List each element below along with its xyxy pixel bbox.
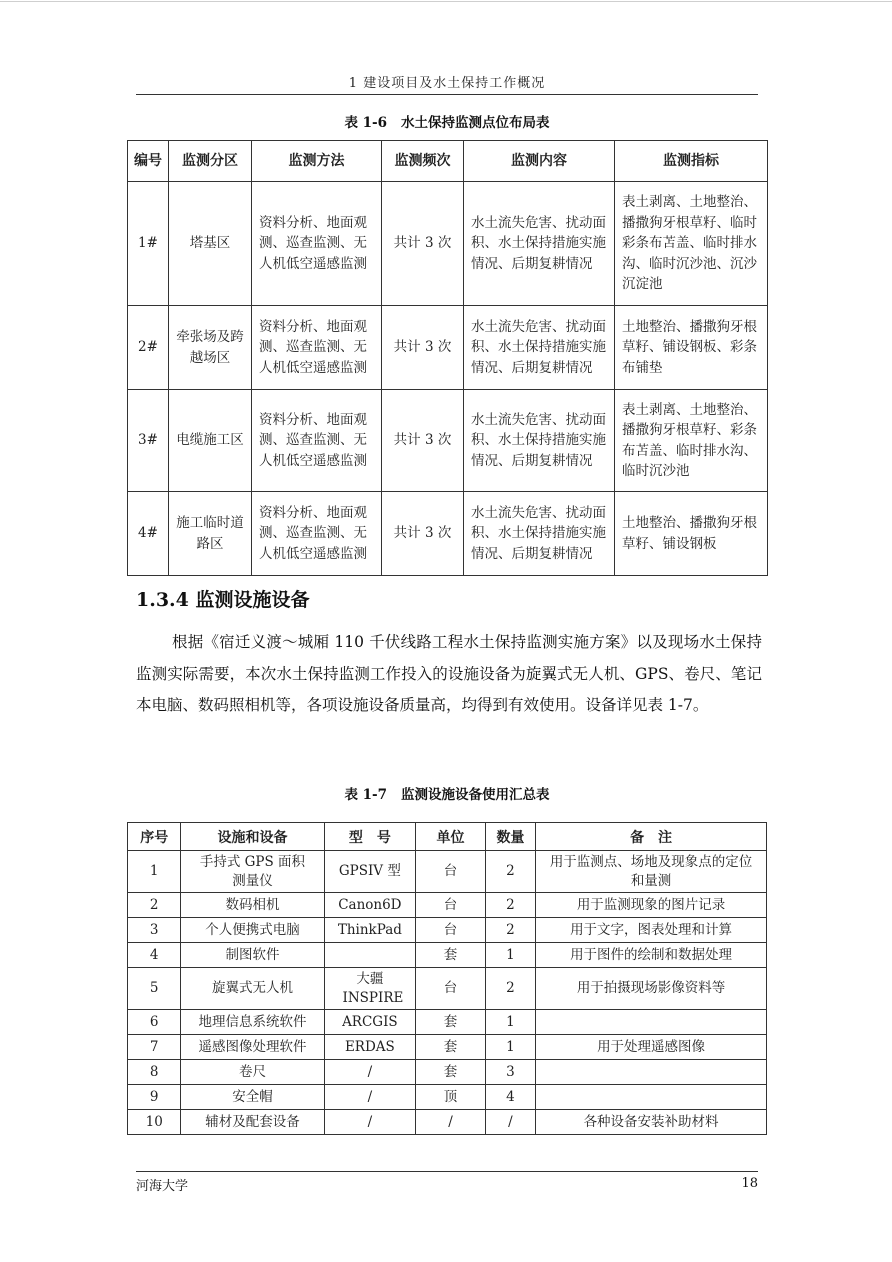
monitoring-content: 水土流失危害、扰动面积、水土保持措施实施情况、后期复耕情况 xyxy=(464,182,615,306)
monitoring-zone: 施工临时道路区 xyxy=(169,492,252,576)
table-row xyxy=(128,390,768,492)
point-id: 4# xyxy=(128,492,169,576)
table-1-6-title: 水土保持监测点位布局表 xyxy=(401,115,550,131)
table-1-7-title: 监测设施设备使用汇总表 xyxy=(401,787,550,803)
equipment-note: 用于文字，图表处理和计算 xyxy=(536,918,767,943)
equipment-note: 各种设备安装补助材料 xyxy=(536,1110,767,1135)
monitoring-method: 资料分析、地面观测、巡查监测、无人机低空遥感监测 xyxy=(252,306,382,390)
column-header: 型 号 xyxy=(324,823,416,851)
equipment-quantity: 2 xyxy=(485,918,535,943)
monitoring-frequency: 共计 3 次 xyxy=(382,182,464,306)
table-row xyxy=(128,918,767,943)
table-row xyxy=(128,968,767,1010)
monitoring-indicator: 土地整治、播撒狗牙根草籽、铺设钢板、彩条布铺垫 xyxy=(615,306,768,390)
equipment-unit: 套 xyxy=(416,1060,486,1085)
table-row xyxy=(128,1110,767,1135)
equipment-unit: 台 xyxy=(416,851,486,893)
equipment-note: 用于拍摄现场影像资料等 xyxy=(536,968,767,1010)
equipment-note xyxy=(536,1085,767,1110)
equipment-quantity: 4 xyxy=(485,1085,535,1110)
table-1-7-caption xyxy=(127,783,767,803)
table-row xyxy=(128,1035,767,1060)
table-row xyxy=(128,306,768,390)
table-1-6-number: 表 1-6 xyxy=(344,115,388,131)
equipment-name: 辅材及配套设备 xyxy=(181,1110,324,1135)
monitoring-points-table xyxy=(127,140,768,576)
table-row xyxy=(128,1060,767,1085)
equipment-quantity: 1 xyxy=(485,1010,535,1035)
table-row xyxy=(128,943,767,968)
equipment-note: 用于处理遥感图像 xyxy=(536,1035,767,1060)
equipment-note: 用于监测现象的图片记录 xyxy=(536,893,767,918)
equipment-name: 安全帽 xyxy=(181,1085,324,1110)
column-header: 监测内容 xyxy=(464,141,615,182)
column-header: 数量 xyxy=(485,823,535,851)
row-number: 6 xyxy=(128,1010,181,1035)
page-top-edge xyxy=(0,1,892,2)
column-header: 单位 xyxy=(416,823,486,851)
body-paragraph: 根据《宿迁义渡～城厢 110 千伏线路工程水土保持监测实施方案》以及现场水土保持监测实际需要，本次水土保持监测工作投入的设施设备为旋翼式无人机、GPS、卷尺、笔记本电脑、数码照相机等，各项设施设备质量高，均得到有效使用。设备详见表 1-7。 xyxy=(136,633,762,714)
column-header: 监测指标 xyxy=(615,141,768,182)
table-row xyxy=(128,893,767,918)
row-number: 2 xyxy=(128,893,181,918)
equipment-unit: 套 xyxy=(416,1010,486,1035)
monitoring-frequency: 共计 3 次 xyxy=(382,390,464,492)
table-row xyxy=(128,1085,767,1110)
equipment-name: 个人便携式电脑 xyxy=(181,918,324,943)
equipment-model: ARCGIS xyxy=(324,1010,416,1035)
equipment-model: Canon6D xyxy=(324,893,416,918)
table-1-7-number: 表 1-7 xyxy=(344,787,388,803)
monitoring-frequency: 共计 3 次 xyxy=(382,306,464,390)
page-number: 18 xyxy=(741,1176,758,1191)
equipment-unit: 台 xyxy=(416,968,486,1010)
monitoring-content: 水土流失危害、扰动面积、水土保持措施实施情况、后期复耕情况 xyxy=(464,390,615,492)
monitoring-zone: 塔基区 xyxy=(169,182,252,306)
row-number: 9 xyxy=(128,1085,181,1110)
monitoring-content: 水土流失危害、扰动面积、水土保持措施实施情况、后期复耕情况 xyxy=(464,492,615,576)
equipment-unit: 套 xyxy=(416,943,486,968)
equipment-unit: / xyxy=(416,1110,486,1135)
monitoring-indicator: 表土剥离、土地整治、播撒狗牙根草籽、彩条布苫盖、临时排水沟、临时沉沙池 xyxy=(615,390,768,492)
table-header-row xyxy=(128,141,768,182)
equipment-model xyxy=(324,943,416,968)
equipment-note: 用于图件的绘制和数据处理 xyxy=(536,943,767,968)
row-number: 10 xyxy=(128,1110,181,1135)
equipment-quantity: / xyxy=(485,1110,535,1135)
section-heading: 1.3.4 监测设施设备 xyxy=(136,589,310,611)
column-header: 序号 xyxy=(128,823,181,851)
monitoring-indicator: 土地整治、播撒狗牙根草籽、铺设钢板 xyxy=(615,492,768,576)
equipment-quantity: 1 xyxy=(485,943,535,968)
equipment-unit: 顶 xyxy=(416,1085,486,1110)
equipment-model: / xyxy=(324,1110,416,1135)
column-header: 监测分区 xyxy=(169,141,252,182)
equipment-note xyxy=(536,1060,767,1085)
equipment-quantity: 2 xyxy=(485,851,535,893)
table-1-6-caption xyxy=(127,111,767,131)
equipment-model: GPSIV 型 xyxy=(324,851,416,893)
point-id: 1# xyxy=(128,182,169,306)
header-rule xyxy=(136,94,758,95)
footer-rule xyxy=(136,1171,758,1172)
monitoring-frequency: 共计 3 次 xyxy=(382,492,464,576)
equipment-name: 卷尺 xyxy=(181,1060,324,1085)
monitoring-method: 资料分析、地面观测、巡查监测、无人机低空遥感监测 xyxy=(252,182,382,306)
footer-institution: 河海大学 xyxy=(136,1179,189,1194)
monitoring-indicator: 表土剥离、土地整治、播撒狗牙根草籽、临时彩条布苫盖、临时排水沟、临时沉沙池、沉沙沉淀池 xyxy=(615,182,768,306)
equipment-note xyxy=(536,1010,767,1035)
row-number: 8 xyxy=(128,1060,181,1085)
equipment-model: / xyxy=(324,1060,416,1085)
table-row xyxy=(128,182,768,306)
point-id: 3# xyxy=(128,390,169,492)
equipment-model: ThinkPad xyxy=(324,918,416,943)
equipment-unit: 台 xyxy=(416,893,486,918)
equipment-unit: 台 xyxy=(416,918,486,943)
running-header: 1 建设项目及水土保持工作概况 xyxy=(348,76,546,91)
row-number: 3 xyxy=(128,918,181,943)
point-id: 2# xyxy=(128,306,169,390)
equipment-name: 制图软件 xyxy=(181,943,324,968)
column-header: 备 注 xyxy=(536,823,767,851)
monitoring-zone: 牵张场及跨越场区 xyxy=(169,306,252,390)
equipment-model: ERDAS xyxy=(324,1035,416,1060)
column-header: 监测方法 xyxy=(252,141,382,182)
table-row xyxy=(128,851,767,893)
equipment-name: 手持式 GPS 面积测量仪 xyxy=(181,851,324,893)
monitoring-method: 资料分析、地面观测、巡查监测、无人机低空遥感监测 xyxy=(252,492,382,576)
monitoring-method: 资料分析、地面观测、巡查监测、无人机低空遥感监测 xyxy=(252,390,382,492)
equipment-quantity: 2 xyxy=(485,968,535,1010)
row-number: 7 xyxy=(128,1035,181,1060)
row-number: 4 xyxy=(128,943,181,968)
equipment-model: / xyxy=(324,1085,416,1110)
column-header: 编号 xyxy=(128,141,169,182)
monitoring-zone: 电缆施工区 xyxy=(169,390,252,492)
table-header-row xyxy=(128,823,767,851)
equipment-summary-table xyxy=(127,822,767,1135)
equipment-name: 地理信息系统软件 xyxy=(181,1010,324,1035)
row-number: 5 xyxy=(128,968,181,1010)
row-number: 1 xyxy=(128,851,181,893)
monitoring-content: 水土流失危害、扰动面积、水土保持措施实施情况、后期复耕情况 xyxy=(464,306,615,390)
equipment-note: 用于监测点、场地及现象点的定位和量测 xyxy=(536,851,767,893)
equipment-quantity: 2 xyxy=(485,893,535,918)
equipment-model: 大疆 INSPIRE xyxy=(324,968,416,1010)
equipment-name: 旋翼式无人机 xyxy=(181,968,324,1010)
table-row xyxy=(128,492,768,576)
equipment-name: 数码相机 xyxy=(181,893,324,918)
equipment-unit: 套 xyxy=(416,1035,486,1060)
column-header: 设施和设备 xyxy=(181,823,324,851)
equipment-quantity: 3 xyxy=(485,1060,535,1085)
equipment-name: 遥感图像处理软件 xyxy=(181,1035,324,1060)
column-header: 监测频次 xyxy=(382,141,464,182)
equipment-quantity: 1 xyxy=(485,1035,535,1060)
table-row xyxy=(128,1010,767,1035)
